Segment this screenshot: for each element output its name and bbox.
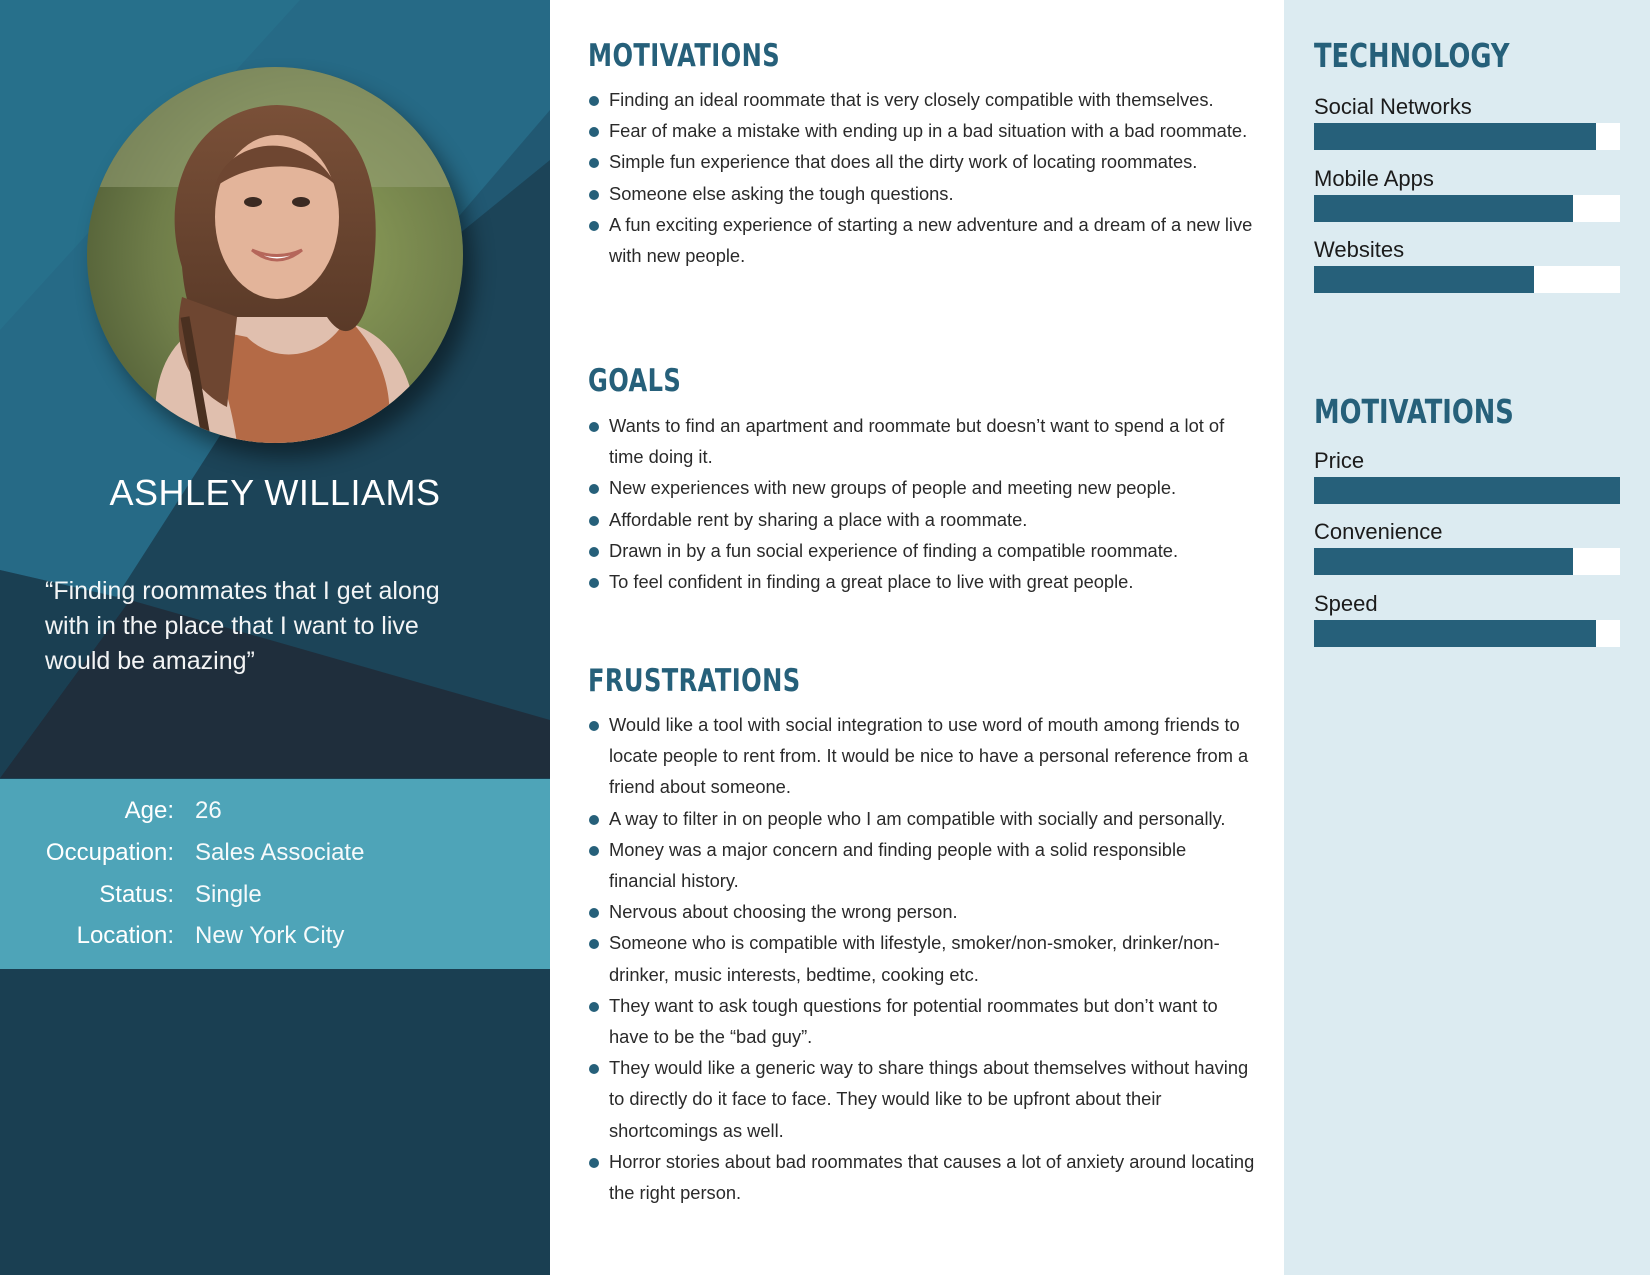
meter-track xyxy=(1314,266,1620,293)
meter-convenience xyxy=(1314,517,1620,575)
persona-photo xyxy=(87,67,463,443)
meter-fill xyxy=(1314,620,1596,647)
meter-track xyxy=(1314,620,1620,647)
meter-fill xyxy=(1314,548,1573,575)
list-item: Affordable rent by sharing a place with a roommate. xyxy=(588,504,1258,535)
detail-age xyxy=(0,797,550,837)
detail-value: New York City xyxy=(195,922,345,949)
motivation-levels-heading: MOTIVATIONS xyxy=(1314,392,1514,431)
meter-label: Mobile Apps xyxy=(1314,166,1434,191)
persona-panel xyxy=(0,0,550,1275)
meter-label: Price xyxy=(1314,448,1365,473)
persona-details xyxy=(0,779,550,969)
detail-label: Occupation: xyxy=(45,839,174,866)
list-item: A fun exciting experience of starting a new adventure and a dream of a new live with new people. xyxy=(588,209,1258,271)
list-item: They would like a generic way to share things about themselves without having to directly do it face to face. They would like to be upfront about their shortcomings as well. xyxy=(588,1052,1258,1146)
detail-label: Status: xyxy=(99,881,174,908)
meter-label: Websites xyxy=(1314,237,1405,262)
list-item: Someone who is compatible with lifestyle, smoker/non-smoker, drinker/non-drinker, music interests, bedtime, cooking etc. xyxy=(588,927,1258,989)
list-item: Wants to find an apartment and roommate but doesn’t want to spend a lot of time doing it. xyxy=(588,410,1258,472)
meter-fill xyxy=(1314,477,1620,504)
meter-speed xyxy=(1314,589,1620,647)
meter-label: Convenience xyxy=(1314,519,1443,544)
list-item: They want to ask tough questions for potential roommates but don’t want to have to be the “bad guy”. xyxy=(588,990,1258,1052)
meter-label: Social Networks xyxy=(1314,94,1472,119)
ratings-panel xyxy=(1284,0,1650,1275)
detail-value: 26 xyxy=(195,797,222,824)
meter-label: Speed xyxy=(1314,591,1378,616)
meter-track xyxy=(1314,195,1620,222)
list-item: Simple fun experience that does all the dirty work of locating roommates. xyxy=(588,146,1258,177)
list-item: Horror stories about bad roommates that causes a lot of anxiety around locating the right person. xyxy=(588,1146,1258,1208)
persona-quote: “Finding roommates that I get along with in the place that I want to live would be amazing” xyxy=(45,577,440,675)
list-item: Nervous about choosing the wrong person. xyxy=(588,896,1258,927)
meter-track xyxy=(1314,477,1620,504)
meter-fill xyxy=(1314,123,1596,150)
list-item: Drawn in by a fun social experience of finding a compatible roommate. xyxy=(588,535,1258,566)
meter-fill xyxy=(1314,195,1573,222)
technology-heading: TECHNOLOGY xyxy=(1314,36,1510,75)
frustrations-heading: FRUSTRATIONS xyxy=(588,663,801,699)
list-item: New experiences with new groups of people and meeting new people. xyxy=(588,472,1258,503)
list-item: Fear of make a mistake with ending up in a bad situation with a bad roommate. xyxy=(588,115,1258,146)
meter-price xyxy=(1314,446,1620,504)
motivations-heading: MOTIVATIONS xyxy=(588,38,781,74)
meter-social-networks xyxy=(1314,92,1620,150)
goals-list xyxy=(588,410,1258,597)
motivations-list xyxy=(588,84,1258,271)
list-item: Would like a tool with social integration to use word of mouth among friends to locate people to rent from. It would be nice to have a personal reference from a friend about someone. xyxy=(588,709,1258,803)
goals-heading: GOALS xyxy=(588,363,682,399)
detail-status xyxy=(0,881,550,921)
detail-location xyxy=(0,922,550,962)
persona-name: ASHLEY WILLIAMS xyxy=(109,472,441,513)
list-item: A way to filter in on people who I am compatible with socially and personally. xyxy=(588,803,1258,834)
persona-content xyxy=(550,0,1284,1275)
detail-label: Age: xyxy=(124,797,174,824)
detail-value: Single xyxy=(195,881,262,908)
meter-websites xyxy=(1314,235,1620,293)
meter-track xyxy=(1314,123,1620,150)
detail-value: Sales Associate xyxy=(195,839,365,866)
list-item: Finding an ideal roommate that is very closely compatible with themselves. xyxy=(588,84,1258,115)
list-item: Someone else asking the tough questions. xyxy=(588,178,1258,209)
detail-occupation xyxy=(0,839,550,879)
frustrations-list xyxy=(588,709,1258,1208)
list-item: Money was a major concern and finding people with a solid responsible financial history. xyxy=(588,834,1258,896)
meter-track xyxy=(1314,548,1620,575)
list-item: To feel confident in finding a great place to live with great people. xyxy=(588,566,1258,597)
meter-fill xyxy=(1314,266,1534,293)
detail-label: Location: xyxy=(76,922,174,949)
meter-mobile-apps xyxy=(1314,164,1620,222)
